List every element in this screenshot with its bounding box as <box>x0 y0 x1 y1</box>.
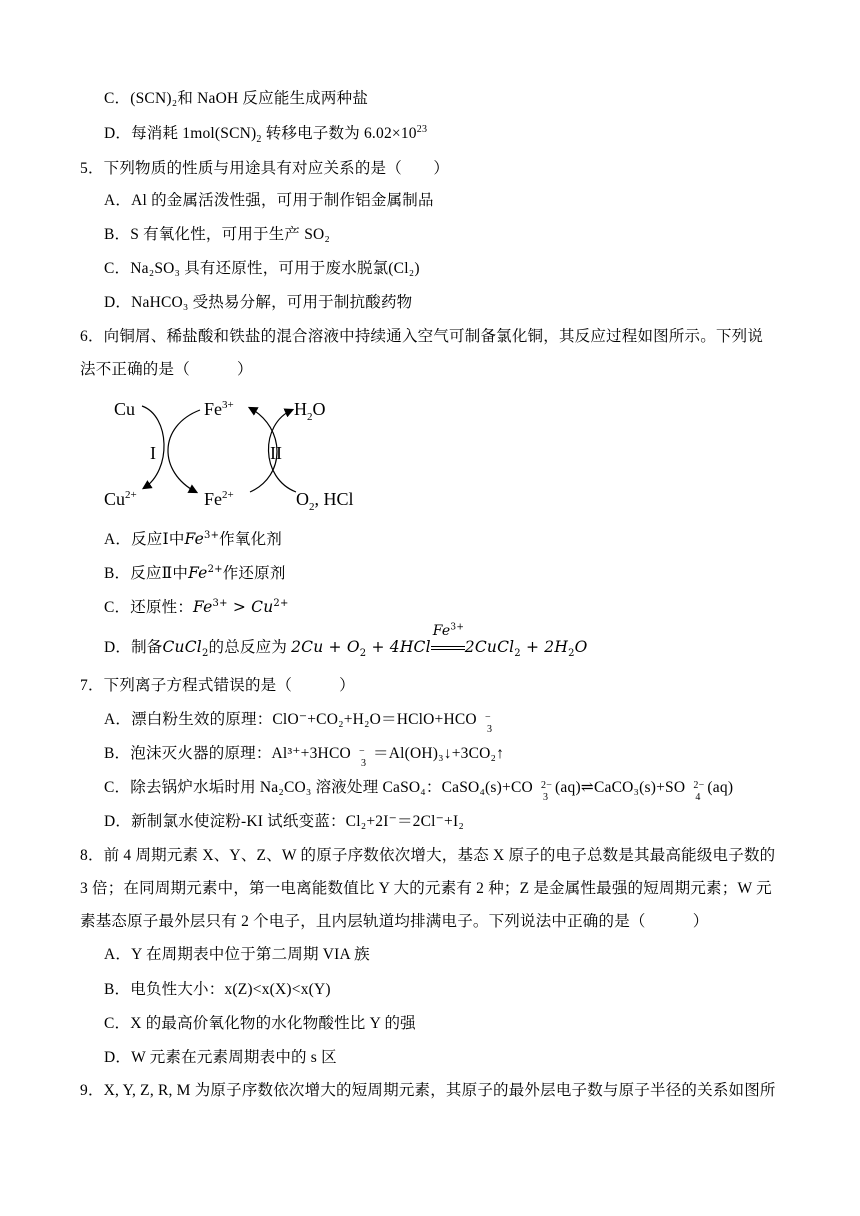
diagram-label-ii: II <box>270 443 282 463</box>
q5-option-b: B．S 有氧化性，可用于生产 SO₂ <box>104 226 331 243</box>
diagram-fe3: $Fe^{3+}$ <box>204 399 234 419</box>
q6c-math: $Fe^{3+} > Cu^{2+}$ <box>193 597 289 616</box>
q8-stem-1: 8．前 4 周期元素 X、Y、Z、W 的原子序数依次增大，基态 X 原子的电子总数是其最高能级电子数的 <box>80 847 776 864</box>
q7a-text: A．漂白粉生效的原理：ClO⁻+CO₂+H₂O＝HClO+HCO <box>104 711 477 728</box>
q5-stem: 5．下列物质的性质与用途具有对应关系的是（ ） <box>80 160 450 177</box>
q5-option-c: C．Na₂SO₃ 具有还原性，可用于废水脱氯(Cl₂) <box>104 260 420 277</box>
q6-option-c <box>104 597 289 618</box>
q4d-mid: 转移电子数为 6.02×10 <box>261 125 417 142</box>
q7b-post: ＝Al(OH)₃↓+3CO₂↑ <box>373 745 505 762</box>
q6-option-d <box>104 622 588 660</box>
q6a-post: 作氧化剂 <box>219 531 282 548</box>
q7-option-b: B．泡沫灭火器的原理：Al³⁺+3HCO − 3 ＝Al(OH)₃↓+3CO₂↑ <box>104 745 505 770</box>
q7-stem: 7．下列离子方程式错误的是（ ） <box>80 677 355 694</box>
q6d-cucl2: CuCl$_2$ <box>162 638 209 660</box>
q6d-equation: $2Cu + O_2 + 4HCl$ $Fe^{3+}$ 2CuCl$_2$ + $2H_2O$ <box>291 622 588 660</box>
q9-stem-1: 9．X, Y, Z, R, M 为原子序数依次增大的短周期元素，其原子的最外层电子数与原子半径的关系如图所 <box>80 1082 776 1099</box>
q8-option-b: B．电负性大小：x(Z)<x(X)<x(Y) <box>104 981 331 998</box>
diagram-label-i: I <box>150 443 156 463</box>
q7c-text: C．除去锅炉水垢时用 Na₂CO₃ 溶液处理 CaSO₄：CaSO₄(s)+CO <box>104 779 533 796</box>
q6-stem-2: 法不正确的是（ ） <box>80 361 253 378</box>
q7-option-d: D．新制氯水使淀粉-KI 试纸变蓝：Cl₂+2I⁻＝2Cl⁻+I₂ <box>104 813 464 830</box>
q7c-mid: (aq)⇌CaCO₃(s)+SO <box>555 779 686 796</box>
q4-option-c: C．(SCN)₂和 NaOH 反应能生成两种盐 <box>104 90 369 107</box>
q5-option-d: D．NaHCO₃ 受热易分解，可用于制抗酸药物 <box>104 294 413 311</box>
q6b-text: B．反应Ⅱ中 <box>104 565 189 582</box>
q7c-post: (aq) <box>707 779 734 796</box>
q8-option-d: D．W 元素在元素周期表中的 s 区 <box>104 1049 337 1066</box>
q6a-fe3: $Fe^{3+}$ <box>184 529 220 548</box>
q5-option-a: A．Al 的金属活泼性强，可用于制作铝金属制品 <box>104 192 434 209</box>
q7b-text: B．泡沫灭火器的原理：Al³⁺+3HCO <box>104 745 351 762</box>
q6-option-b <box>104 563 286 584</box>
diagram-fe2: $Fe^{2+}$ <box>204 489 234 509</box>
q4d-sub: 2 <box>256 134 262 146</box>
q6-option-a <box>104 529 282 550</box>
diagram-h2o: $H_2O$ <box>294 399 326 423</box>
reaction-cycle-diagram <box>100 392 380 517</box>
diagram-o2-hcl: $O_2$, HCl <box>296 489 354 513</box>
q7-option-a: A．漂白粉生效的原理：ClO⁻+CO₂+H₂O＝HClO+HCO − 3 <box>104 711 493 736</box>
equilibrium-sign: $Fe^{3+}$ <box>431 637 465 657</box>
diagram-cu2: $Cu^{2+}$ <box>104 489 137 509</box>
q7-option-c: C．除去锅炉水垢时用 Na₂CO₃ 溶液处理 CaSO₄：CaSO₄(s)+CO 2− 3 (aq)⇌CaCO₃(s)+SO 2− 4 (aq) <box>104 779 734 804</box>
q4d-text: D．每消耗 1mol(SCN) <box>104 125 257 142</box>
q6b-fe2: $Fe^{2+}$ <box>188 563 223 582</box>
q6-stem-1: 6．向铜屑、稀盐酸和铁盐的混合溶液中持续通入空气可制备氯化铜，其反应过程如图所示。下列说 <box>80 328 764 345</box>
q6a-text: A．反应Ⅰ中 <box>104 531 185 548</box>
q8-option-c: C．X 的最高价氧化物的水化物酸性比 Y 的强 <box>104 1015 416 1032</box>
q6c-text: C．还原性： <box>104 599 194 616</box>
diagram-cu: Cu <box>114 399 136 419</box>
q6d-text: D．制备 <box>104 639 163 656</box>
q4d-exp: 23 <box>416 123 428 135</box>
q4-option-d <box>104 124 427 144</box>
q8-option-a: A．Y 在周期表中位于第二周期 VIA 族 <box>104 946 370 963</box>
q8-stem-3: 素基态原子最外层只有 2 个电子，且内层轨道均排满电子。下列说法中正确的是（ ） <box>80 913 709 930</box>
q8-stem-2: 3 倍；在同周期元素中，第一电离能数值比 Y 大的元素有 2 种；Z 是金属性最强的短周期元素；W 元 <box>80 880 772 897</box>
q6d-mid: 的总反应为 <box>208 639 292 656</box>
q6b-post: 作还原剂 <box>222 565 286 582</box>
arrow-fe3-to-fe2 <box>168 410 200 492</box>
